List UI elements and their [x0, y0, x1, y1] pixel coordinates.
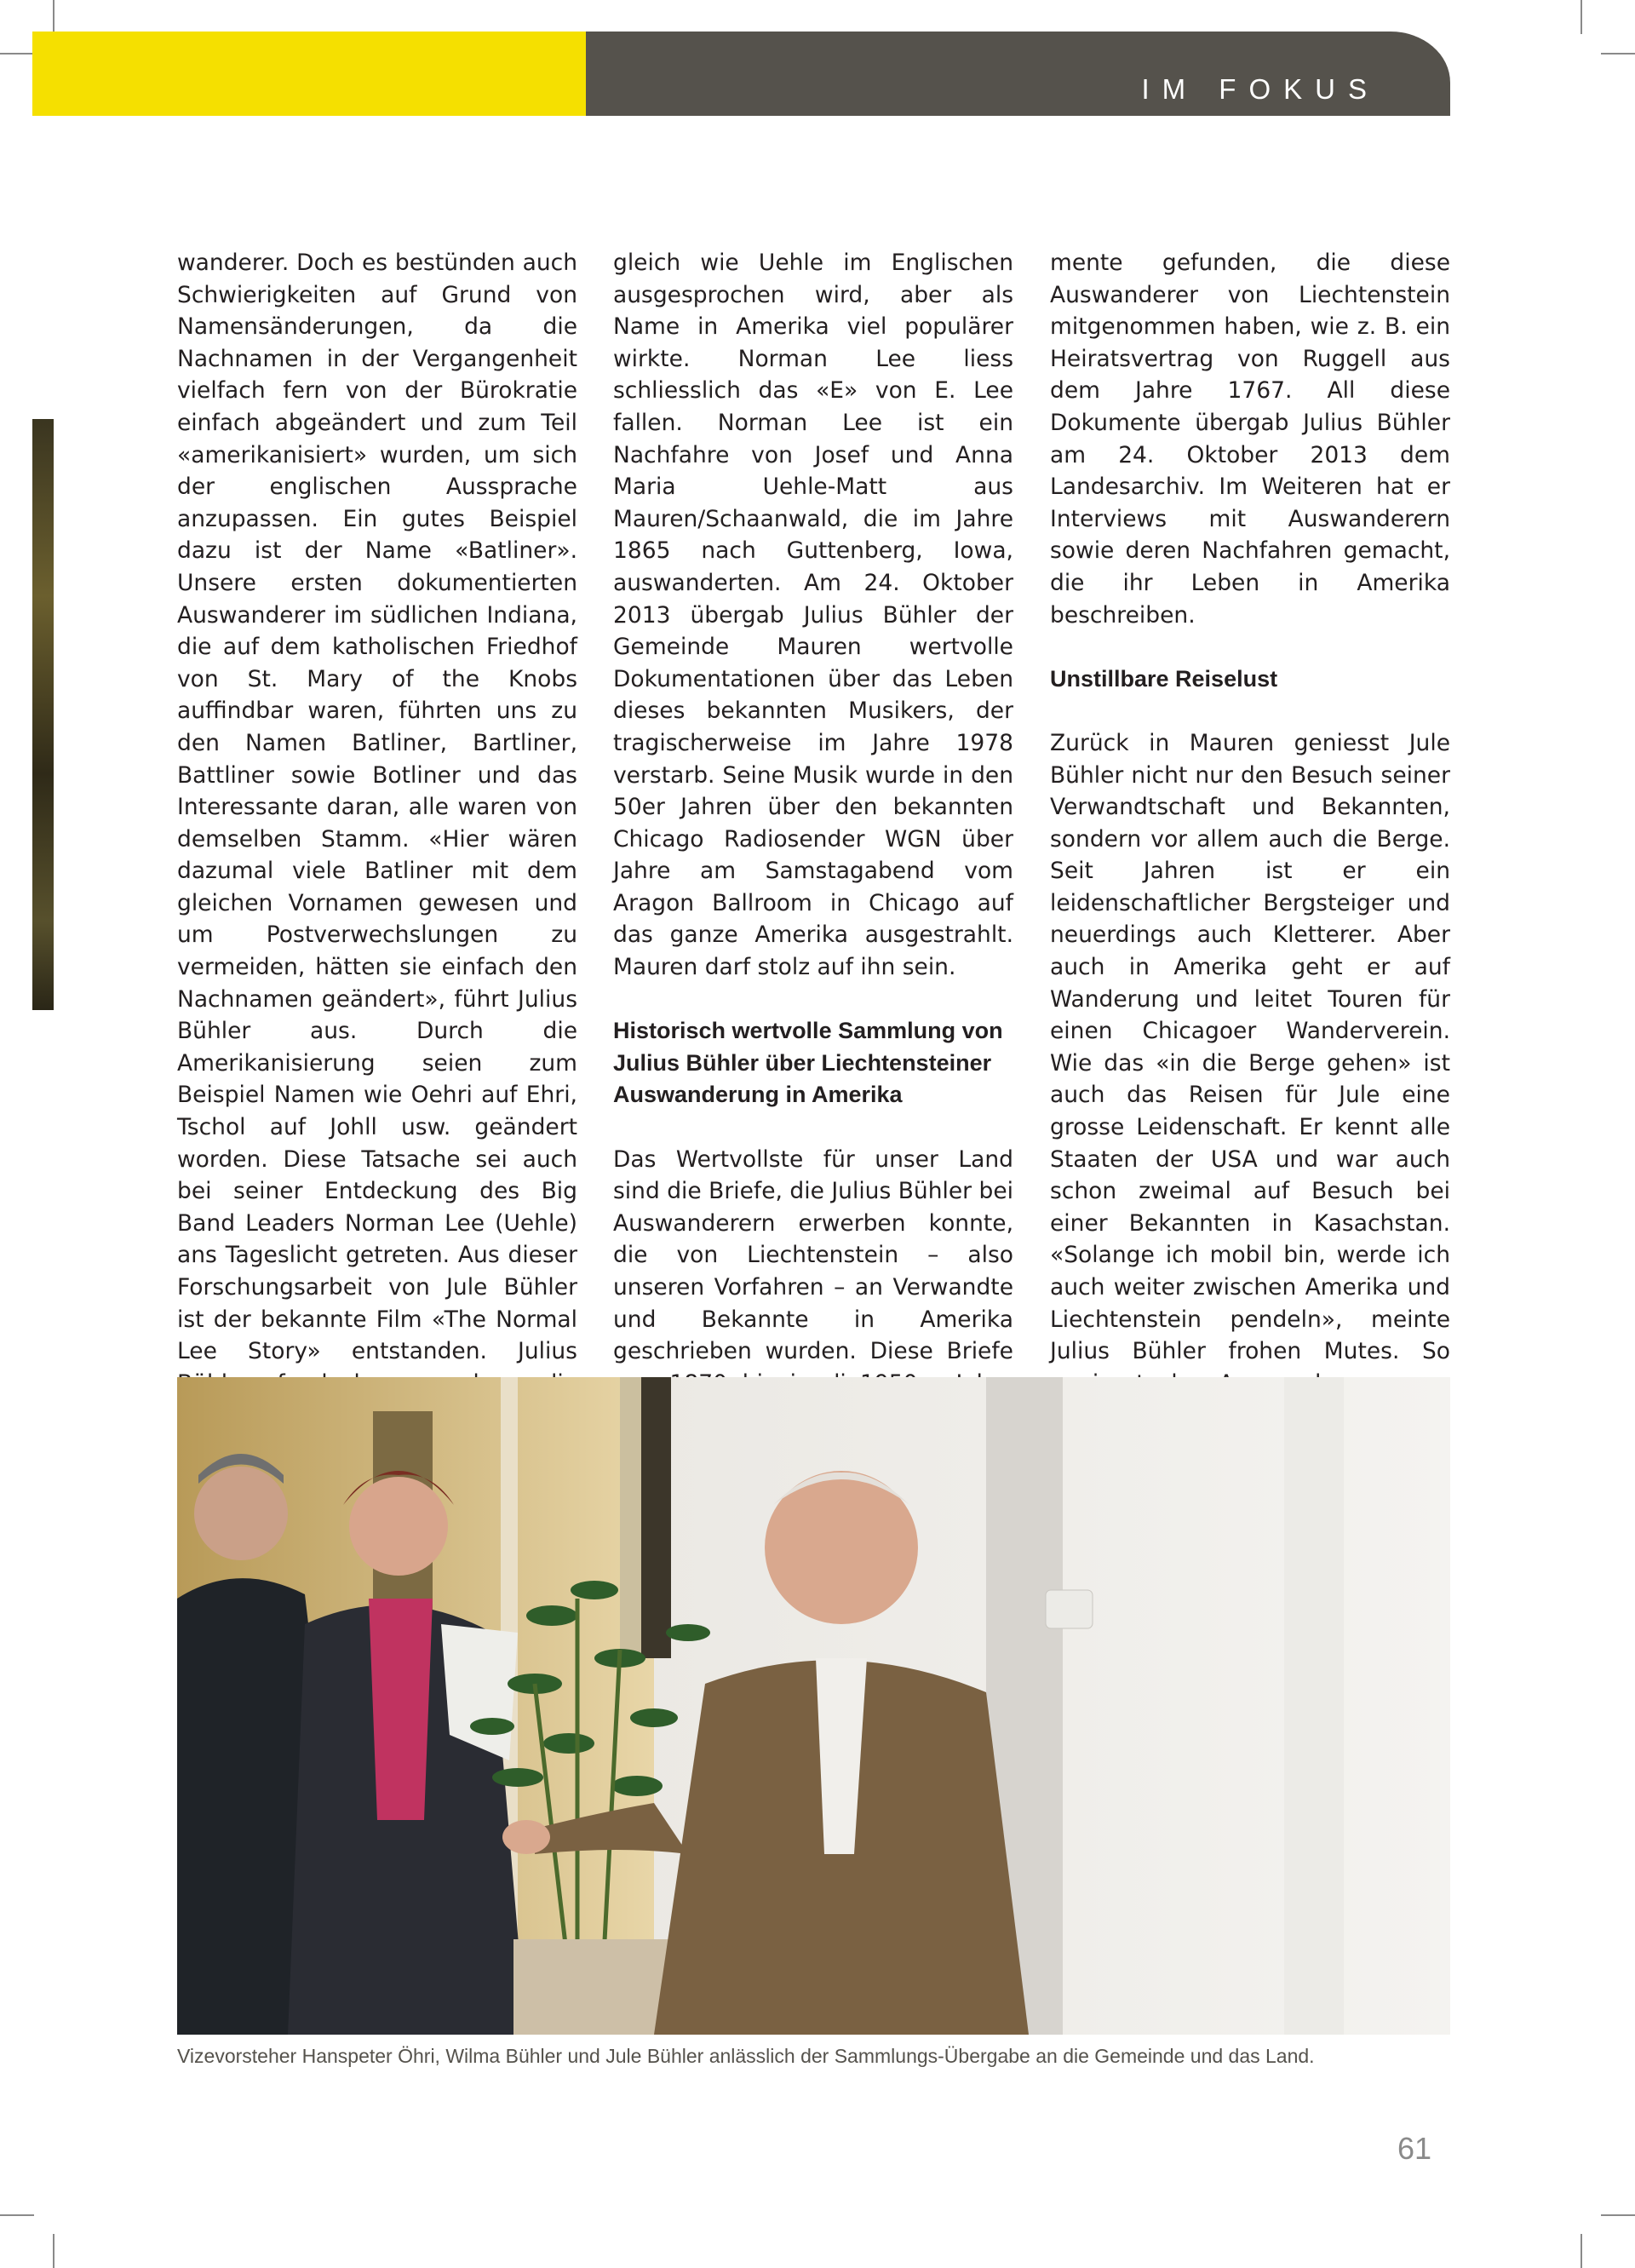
- crop-mark: [0, 2214, 34, 2216]
- crop-mark: [1580, 0, 1582, 34]
- crop-mark: [1580, 2234, 1582, 2268]
- page-number: 61: [1397, 2131, 1432, 2166]
- paragraph: mente gefunden, die diese Auswanderer von Liechtenstein mitgenommen haben, wie z. B. ein Heiratsvertrag von Ruggell aus dem Jahre 1767. All diese Dokumente übergab Julius Bühler am 24. Oktober 2013 dem Landesarchiv. Im Weiteren hat er Interviews mit Auswanderern sowie deren Nachfahren gemacht, die ihr Leben in Amerika beschreiben.: [1050, 250, 1450, 629]
- text-column-2: [613, 247, 1013, 1528]
- text-column-3: [1050, 247, 1450, 1496]
- crop-mark: [0, 53, 34, 55]
- paragraph: Zurück in Mauren geniesst Jule Bühler nicht nur den Besuch seiner Verwandtschaft und Bekannten, sondern vor allem auch die Berge. Seit Jahren ist er ein leidenschaftlicher Bergsteiger und neuerdings auch Kletterer. Aber auch in Amerika geht er auf Wanderung und leitet Touren für einen Chicagoer Wanderverein. Wie das «in die Berge gehen» ist auch das Reisen für Jule eine grosse Leidenschaft. Er kennt alle Staaten der USA und war auch schon zweimal auf Besuch bei einer Bekannten in Kasachstan. «Solange ich mobil bin, werde ich auch weiter zwischen Amerika und Liechtenstein pendeln», meinte Julius Bühler frohen Mutes. So: [1050, 729, 1450, 1365]
- paragraph: gleich wie Uehle im Englischen ausgesprochen wird, aber als Name in Amerika viel populärer wirkte. Norman Lee liess schliesslich das «E» von E. Lee fallen. Norman Lee ist ein Nachfahre von Josef und Anna Maria Uehle-Matt aus Mauren/Schaanwald, die im Jahre 1865 nach Guttenberg, Iowa, auswanderten. Am 24. Oktober 2013 übergab Julius Bühler der Gemeinde Mauren wertvolle Dokumentationen über das Leben dieses bekannten Musikers, der tragischerweise im Jahre 1978 verstarb. Seine Musik wurde in den 50er Jahren über den bekannten Chicago Radiosender WGN über Jahre am Samstagabend vom Aragon Ballroom in Chicago auf das ganze Amerika ausgestrahlt. Mauren darf stolz auf ihn sein.: [613, 250, 1013, 981]
- paragraph: wanderer. Doch es bestünden auch Schwierigkeiten auf Grund von Namensänderungen, da die Nachnamen in der Vergangenheit vielfach fern von der Bürokratie einfach abgeändert und zum Teil «amerikanisiert» wurden, um sich der englischen Aussprache anzupassen. Ein gutes Beispiel dazu ist der Name «Batliner». Unsere ersten dokumentierten Auswanderer im südlichen Indiana, die auf dem katholischen Friedhof von St. Mary of the Knobs auffindbar waren, führten uns zu den Namen Batliner, Bartliner, Battliner sowie Botliner und das Interessante daran, alle waren von demselben Stamm. «Hier wären dazumal viele Batliner mit dem gleichen Vornamen gewesen und um Postverwechslungen zu vermeiden, hätten sie einfach den Nachnamen geändert», führt Julius Bühler aus. Durch die Amerikanisierung seien zum Beispiel Namen wie Oehri auf Ehri, Tschol auf Johll usw. geändert worden. Diese Tatsache sei auch bei seiner Entdeckung des Big Band Leaders Norman Lee (Uehle) ans Tageslicht getreten. Aus dieser Forschungsarbeit von Jule Bühler ist der bekannte Film «The Normal Lee Story» entstanden. Julius: [177, 250, 577, 1365]
- section-heading: Historisch wertvolle Sammlung von Julius Bühler über Liechtensteiner Auswanderung in Amerika: [613, 1018, 1003, 1108]
- crop-mark: [1601, 2214, 1635, 2216]
- header-yellow-block: [32, 32, 586, 116]
- text-column-1: [177, 247, 577, 1559]
- photo-illustration: [177, 1377, 1450, 2035]
- paragraph: Das Wertvollste für unser Land sind die Briefe, die Julius Bühler bei Auswanderern erwerben konnte, die von Liechtenstein – also unseren Vorfahren – an Verwandte und Bekannte in Amerika geschrieben wurden. Diese Briefe: [613, 1145, 1013, 1365]
- crop-mark: [53, 0, 54, 34]
- article-photo: [177, 1377, 1450, 2035]
- crop-mark: [1601, 53, 1635, 55]
- section-label: IM FOKUS: [1141, 73, 1380, 105]
- section-heading: Unstillbare Reiselust: [1050, 665, 1278, 692]
- crop-mark: [53, 2234, 54, 2268]
- side-photo-strip: [32, 419, 54, 1010]
- photo-caption: Vizevorsteher Hanspeter Öhri, Wilma Bühler und Jule Bühler anlässlich der Sammlungs-Übergabe an die Gemeinde und das Land.: [177, 2045, 1315, 2067]
